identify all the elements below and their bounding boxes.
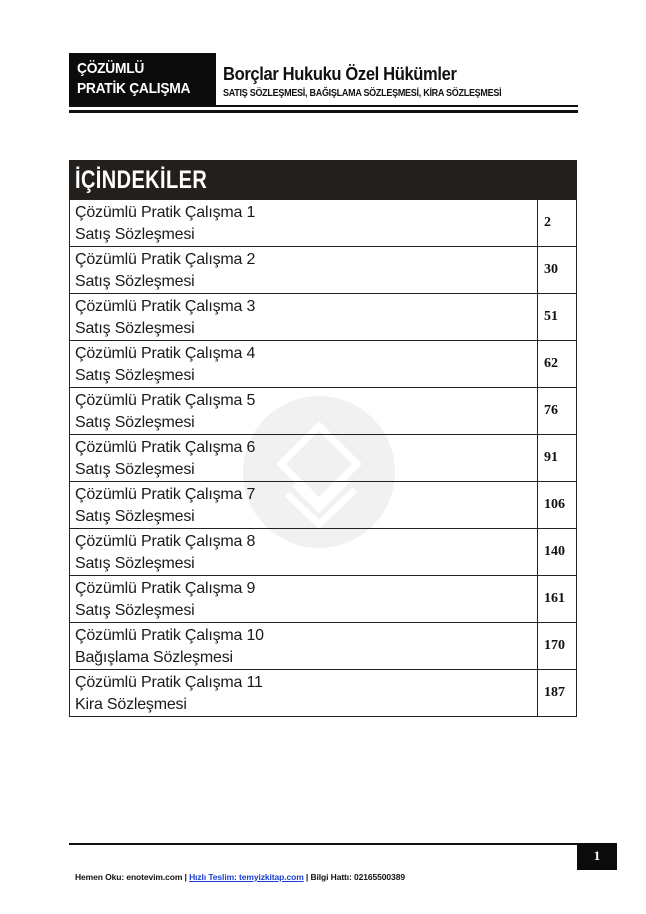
toc-entry-title: Çözümlü Pratik Çalışma 3: [75, 298, 256, 315]
toc-row[interactable]: [70, 670, 577, 717]
toc-entry-title: Çözümlü Pratik Çalışma 7: [75, 486, 256, 503]
toc-entry: [70, 576, 538, 623]
toc-table: [69, 199, 577, 717]
toc-row[interactable]: [70, 482, 577, 529]
toc-entry: [70, 529, 538, 576]
toc-row[interactable]: [70, 435, 577, 482]
toc-entry-page: 170: [538, 623, 577, 670]
toc-entry-title: Çözümlü Pratik Çalışma 1: [75, 204, 256, 221]
toc-entry-subtitle: Satış Sözleşmesi: [75, 414, 195, 431]
toc-entry-subtitle: Satış Sözleşmesi: [75, 602, 195, 619]
toc-row[interactable]: [70, 200, 577, 247]
toc-entry-page: 62: [538, 341, 577, 388]
toc-entry-title: Çözümlü Pratik Çalışma 8: [75, 533, 256, 550]
footer-rule: [69, 843, 577, 845]
toc-entry-title: Çözümlü Pratik Çalışma 10: [75, 627, 264, 644]
toc-entry-page: 161: [538, 576, 577, 623]
toc-entry-title: Çözümlü Pratik Çalışma 5: [75, 392, 256, 409]
badge-line-2: PRATİK ÇALIŞMA: [77, 80, 191, 97]
footer-delivery-link[interactable]: Hızlı Teslim: temyizkitap.com: [189, 872, 304, 882]
toc-entry-subtitle: Satış Sözleşmesi: [75, 226, 195, 243]
toc-entry: [70, 294, 538, 341]
toc-row[interactable]: [70, 623, 577, 670]
footer-separator: |: [182, 872, 190, 882]
toc-entry-title: Çözümlü Pratik Çalışma 11: [75, 674, 263, 691]
toc-entry-subtitle: Satış Sözleşmesi: [75, 461, 195, 478]
toc-entry: [70, 435, 538, 482]
toc-entry-title: Çözümlü Pratik Çalışma 9: [75, 580, 256, 597]
footer-separator: |: [303, 872, 311, 882]
toc-row[interactable]: [70, 388, 577, 435]
toc-entry: [70, 623, 538, 670]
toc-entry: [70, 482, 538, 529]
header-badge: [69, 53, 216, 105]
header-rule-thin: [69, 105, 578, 107]
toc-entry-subtitle: Satış Sözleşmesi: [75, 273, 195, 290]
toc-entry-page: 76: [538, 388, 577, 435]
toc-entry: [70, 247, 538, 294]
toc-entry: [70, 341, 538, 388]
toc-entry-page: 2: [538, 200, 577, 247]
page-number: 1: [577, 843, 617, 870]
toc-entry-page: 30: [538, 247, 577, 294]
toc-row[interactable]: [70, 247, 577, 294]
toc-entry-subtitle: Satış Sözleşmesi: [75, 555, 195, 572]
footer-read-link: Hemen Oku: enotevim.com: [75, 872, 183, 882]
toc-entry-page: 91: [538, 435, 577, 482]
toc-entry: [70, 200, 538, 247]
toc-entry-page: 51: [538, 294, 577, 341]
header-rule-thick: [69, 110, 578, 113]
toc-row[interactable]: [70, 529, 577, 576]
toc-entry-subtitle: Satış Sözleşmesi: [75, 508, 195, 525]
toc-entry-subtitle: Satış Sözleşmesi: [75, 367, 195, 384]
toc-entry-page: 187: [538, 670, 577, 717]
footer-hotline: Bilgi Hattı: 02165500389: [310, 872, 405, 882]
footer-text: [75, 872, 405, 882]
toc-entry-subtitle: Bağışlama Sözleşmesi: [75, 649, 233, 666]
toc-entry-title: Çözümlü Pratik Çalışma 6: [75, 439, 256, 456]
toc-entry: [70, 670, 538, 717]
toc-heading-text: İÇİNDEKİLER: [75, 166, 208, 194]
book-title: Borçlar Hukuku Özel Hükümler: [223, 64, 457, 84]
toc-entry-page: 106: [538, 482, 577, 529]
toc-entry: [70, 388, 538, 435]
badge-line-1: ÇÖZÜMLÜ: [77, 60, 145, 77]
toc-row[interactable]: [70, 294, 577, 341]
toc-entry-subtitle: Satış Sözleşmesi: [75, 320, 195, 337]
toc-entry-title: Çözümlü Pratik Çalışma 4: [75, 345, 256, 362]
toc-row[interactable]: [70, 341, 577, 388]
toc-row[interactable]: [70, 576, 577, 623]
toc-entry-subtitle: Kira Sözleşmesi: [75, 696, 187, 713]
page-header: [69, 53, 578, 117]
table-of-contents: [69, 160, 577, 717]
book-subtitle: SATIŞ SÖZLEŞMESİ, BAĞIŞLAMA SÖZLEŞMESİ, KİRA SÖZLEŞMESİ: [223, 88, 502, 99]
toc-heading: [69, 160, 577, 199]
toc-entry-title: Çözümlü Pratik Çalışma 2: [75, 251, 256, 268]
toc-entry-page: 140: [538, 529, 577, 576]
